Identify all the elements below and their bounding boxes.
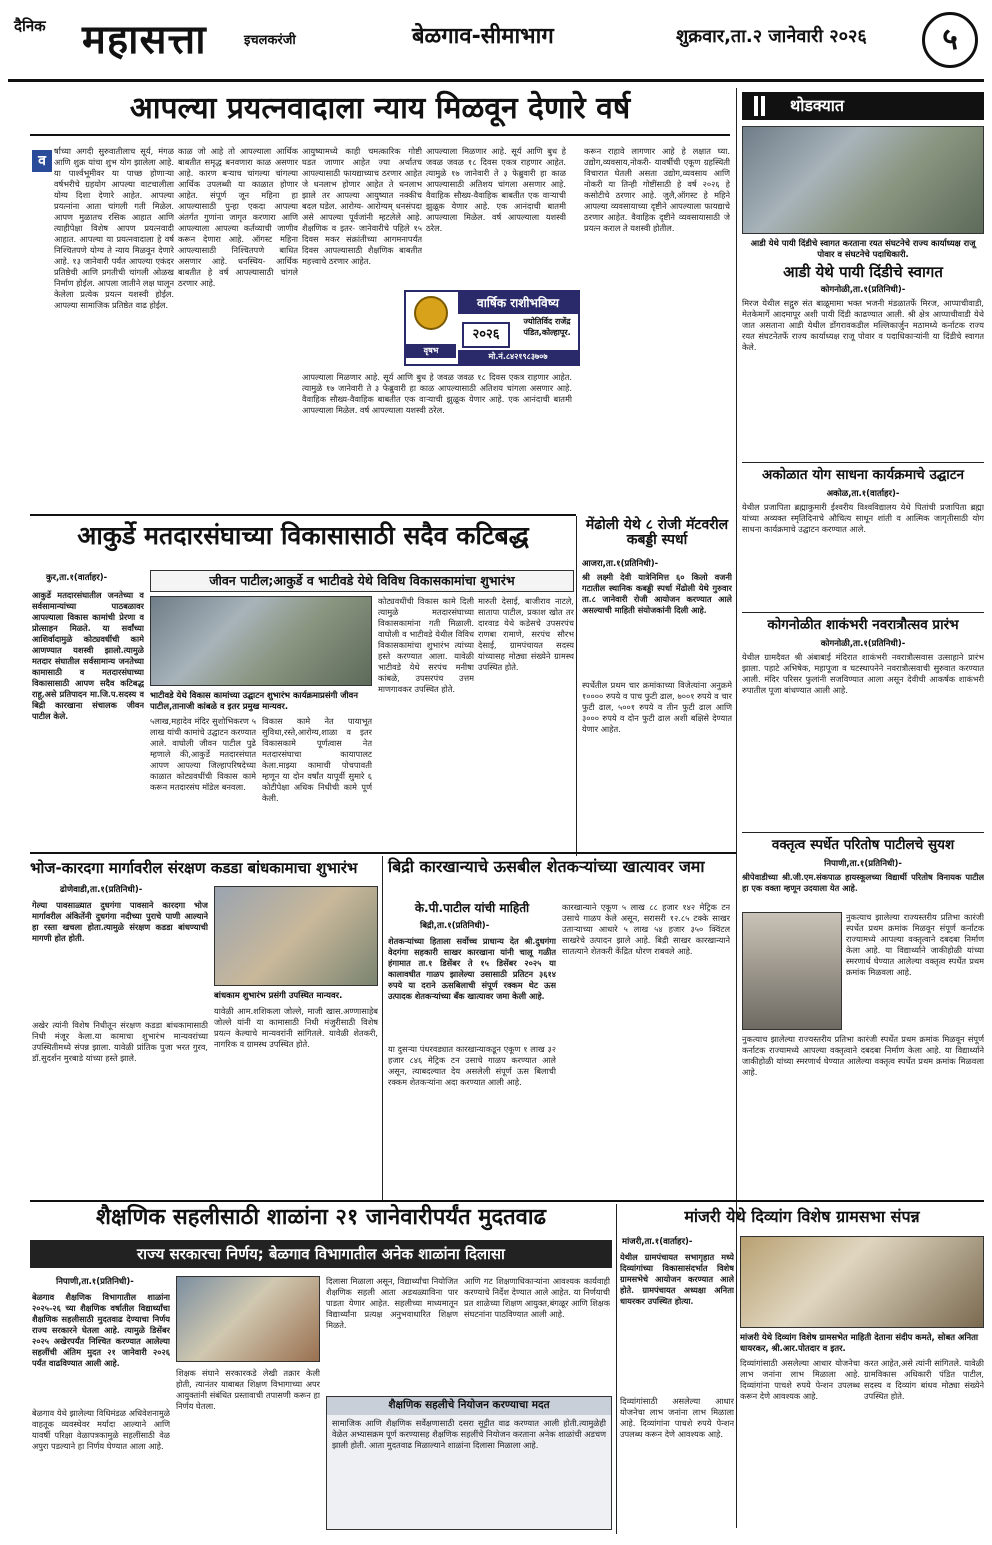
bhoj-body-2: यावेळी आम.शशिकला जोल्ले, माजी खास.अण्णासाहेब जोल्ले यांनी या कामासाठी निधी मंजुरीसाठी विशेष प्रयत्न केल्याचे मान्यवरांनी सांगितले. यावेळी शेतकरी, नागरिक व ग्रामस्थ उपस्थित होते.: [214, 1006, 378, 1049]
lead-col-5: करून राहावे लागणार आहे हे लक्षात घ्या. उद्योग,व्यवसाय,नोकरी- यावर्षीची एकूण ग्रहस्थिती विचारात घेतली असता उद्योग,व्यवसाय आणि नोकरी या तिन्ही गोष्टींसाठी हे वर्ष २०२६ हे कसोटीचे ठरणार आहे. जुलै,ऑगस्ट हे महिने आपल्या व्यवसायाच्या दृष्टीने आपल्याला फायद्याचे ठरणार आहेत. वैवाहिक दृष्टीने व्यवसायासाठी जे प्रयत्न कराल ते यशस्वी होतील.: [584, 146, 730, 233]
masthead-city: इचलकरंजी: [244, 33, 296, 48]
brief-lead-4: श्रीपेवाडीच्या श्री.जी.एम.संकपाळ हायस्कूलच्या विद्यार्थी परितोष विनायक पाटील हा एक वक्ता म्हणून उदयाला येत आहे.: [742, 872, 984, 893]
bhoj-lead: गेल्या पावसाळ्यात दुधगंगा पावसाने कारदगा भोज मार्गावरील अंकितेंनी दुधगंगा नदीच्या पुराचे पाणी आल्याने हा रस्ता खचला होता.त्यामुळे संरक्षण कडडा बांधण्याची मागणी होत होती.: [32, 900, 208, 943]
masthead: [8, 6, 984, 82]
page-number: ५: [922, 12, 978, 68]
akurde-headline: आकुर्डे मतदारसंघाच्या विकासासाठी सदैव कटिबद्ध: [77, 521, 529, 550]
lead-headline: आपल्या प्रयत्नवादाला न्याय मिळवून देणारे वर्ष: [129, 91, 631, 126]
bidri-body-1: या दुसऱ्या पंधरवड्यात कारखान्याकडून एकूण १ लाख ३२ हजार ८४६ मेट्रिक टन उसाचे गाळप करण्यात आले असून, त्याबदल्यात देय असलेली संपूर्ण ऊस बिलाची रक्कम शेतकऱ्यांना अदा करण्यात आली आहे.: [388, 1044, 556, 1087]
masthead-daily: दैनिक: [14, 17, 46, 35]
bidri-subheadline: के.पी.पाटील यांची माहिती: [414, 901, 530, 915]
brief-body-4b: नुकत्याच झालेल्या राज्यस्तरीय प्रतिभा कारंजी स्पर्धेत प्रथम क्रमांक मिळवून संपूर्ण कर्नाटक राज्यामध्ये आपल्या वक्तृत्वाने दबदबा निर्माण केला आहे. या विद्यार्थ्याने जाकीहोळी यांच्या स्मरणार्थ घेण्यात आलेल्या वक्तृत्व स्पर्धेत प्रथम क्रमांक मिळवला आहे.: [742, 1034, 984, 1077]
briefs-bars-icon: [754, 96, 774, 116]
bhoj-caption: बांधकाम शुभारंभ प्रसंगी उपस्थित मान्यवर.: [214, 990, 343, 1000]
briefs-header: थोडक्यात: [742, 92, 984, 120]
brief-headline-3: कोगनोळीत शाकंभरी नवरात्रौत्सव प्रारंभ: [767, 617, 959, 633]
horoscope-year: २०२६: [462, 322, 510, 348]
horoscope-box: [404, 290, 580, 366]
horoscope-author: ज्योतिर्विद राजेंद्र पंडित,कोल्हापूर.: [523, 317, 571, 337]
school-body-2: शिक्षक संघाने सरकारकडे लेखी तक्रार केली होती, त्यानंतर याबाबत शिक्षण विभागाच्या अपर आयुक्तांनी संबंधित प्रस्तावाची तपासणी करून हा निर्णय घेतला.: [176, 1368, 320, 1411]
school-box: [326, 1396, 612, 1530]
kabaddi-headline: मेंढोली येथे ८ रोजी मॅटवरील कबड्डी स्पर्धा: [585, 517, 729, 549]
lead-col-4: आपल्याला मिळणार आहे. सूर्य आणि बुध हे जवळ जवळ १८ दिवस एकत्र राहणार आहेत. त्यामुळे १७ जानेवारी ते ३ फेब्रुवारी हा काळ आपल्यासाठी अतिशय चांगला असणार आहे. वैवाहिक सौख्य-वैवाहिक बाबतीत एक वाऱ्याची झुळूक येणार आहे. एक आनंदाची बातमी आपल्याला मिळेल. वर्ष आपल्याला यशस्वी ठरेल.: [426, 146, 566, 233]
lead-col-2: काळ जो आहे तो आपल्याला आर्थिक बाबतीत समृद्ध बनवणारा काळ असणार आहे. कारण बऱ्याच चांगल्या चांगल्या आर्थिक उपलब्धी या काळात होणार आहेत. संपूर्ण जून महिना हा आपल्यासाठी पुन्हा एकदा आपल्या अंतर्गत गुणांना जागृत करणारा आणि आपल्याला आपल्या कर्तव्याची जाणीव करून देणारा आहे. ऑगस्ट महिना आपल्यासाठी निश्चितपणे बाधित असणार आहे. धनस्थिय- आर्थिक बाबतीत हे वर्ष आपल्यासाठी चांगले ठरणार आहे.: [178, 146, 298, 288]
brief-headline-2: अकोळात योग साधना कार्यक्रमाचे उद्घाटन: [761, 467, 964, 483]
school-dateline: निपाणी,ता.१(प्रतिनिधी)-: [56, 1277, 134, 1287]
akurde-body-1: ५लाख,महादेव मंदिर सुशोभिकरण ५ लाख यांची कामांचे उद्घाटन करण्यात आले. वाघोली जीवन पाटील पुढे म्हणाले की,आकुर्डे मतदारसंघात आपण आपल्या जिल्हापरिषदेच्या काळात कोट्यवधींची विकास कामे करून मतदारसंघ मॉडेल बनवला.: [150, 716, 256, 792]
manjari-body-3: दिव्यांगांसाठी असलेल्या आधार योजनेचा लाभ जनांना लाभ मिळाला आहे. दिव्यांगांना पाचशे रुपये पेन्शन उपलब्ध करून देणे आवश्यक आहे.: [620, 1396, 734, 1439]
brief-photo-4: [742, 912, 842, 1030]
brief-photo-1: [742, 126, 984, 234]
akurde-dateline: कुर,ता.१(वार्ताहर)-: [46, 573, 108, 583]
akurde-subheadline-box: [150, 570, 574, 592]
akurde-caption: भाटीवडे येथे विकास कामांच्या उद्घाटन शुभारंभ कार्यक्रमाप्रसंगी जीवन पाटील,तानाजी कांबळे व इतर प्रमुख मान्यवर.: [150, 690, 358, 711]
bidri-body-2: कारखान्याने एकूण ५ लाख ८८ हजार १४२ मेट्रिक टन उसाचे गाळप केले असून, सरासरी १२.८५ टक्के साखर उताऱ्याच्या आधारे ५ लाख ५४ हजार ३५० क्विंटल साखरेचे उत्पादन झाले आहे. बिद्री साखर कारखान्याने सातत्याने शेतकरी केंद्रित धोरण राबवले आहे.: [562, 902, 730, 956]
brief-body-4: नुकत्याच झालेल्या राज्यस्तरीय प्रतिभा कारंजी स्पर्धेत प्रथम क्रमांक मिळवून संपूर्ण कर्नाटक राज्यामध्ये आपल्या वक्तृत्वाने दबदबा निर्माण केला आहे. या विद्यार्थ्याने जाकीहोळी यांच्या स्मरणार्थ घेण्यात आलेल्या वक्तृत्व स्पर्धेत प्रथम क्रमांक मिळवला आहे.: [846, 912, 984, 977]
school-photo: [176, 1276, 320, 1362]
taurus-icon: [414, 296, 448, 330]
akurde-lead: आकुर्डे मतदारसंघातील जनतेच्या व सर्वसामान्यांच्या पाठबळावर आपल्याला विकास कामांची प्रेरणा व प्रोत्साहन मिळते. या सर्वांच्या आशिर्वादामुळे कोट्यवधींची कामे आणण्यात यशस्वी झालो.त्यामुळे मतदार संघातील सर्वसामान्य जनतेच्या कामासाठी व मतदारसंघाच्या विकासासाठी आपण सदैव कटिबद्ध राहू,असे प्रतिपादन मा.जि.प.सदस्य व बिद्री कारखाना संचालक जीवन पाटील केले.: [32, 590, 144, 721]
masthead-title: महासत्ता: [82, 17, 207, 63]
horoscope-sign: [406, 292, 456, 364]
lead-dropcap: व: [32, 150, 52, 172]
manjari-photo: [740, 1236, 984, 1328]
school-box-title: शैक्षणिक सहलीचे नियोजन करण्याचा मदत: [327, 1397, 611, 1415]
bhoj-dateline: ढोणेवाडी,ता.१(प्रतिनिधी)-: [60, 885, 143, 895]
bidri-headline: बिद्री कारखान्याचे ऊसबील शेतकऱ्यांच्या खात्यावर जमा: [388, 857, 705, 876]
brief-headline-4: वक्तृत्व स्पर्धेत परितोष पाटीलचे सुयश: [771, 837, 955, 853]
manjari-caption: मांजरी येथे दिव्यांग विशेष ग्रामसभेत माहिती देताना संदीप कमते, सोबत अनिता धायरकर, श्री.आर.पोतदार व इतर.: [740, 1332, 979, 1353]
bhoj-body-1: अखेर त्यांनी विशेष निधीतून संरक्षण कडडा बांधकामासाठी निधी मंजूर केला.या कामाचा शुभारंभ मान्यवरांच्या उपस्थितीमध्ये संपन्न झाला. यावेळी प्रांतिक पुजा भरत गुरव, डॉ.सुदर्शन मुरबाडे यांच्या हस्ते झाले.: [32, 1020, 208, 1063]
horoscope-mobile: मो.नं.८४२१९८३७०७: [458, 350, 578, 364]
bidri-lead: शेतकऱ्यांच्या हिताला सर्वोच्च प्राधान्य देत श्री.दुधगंगा वेदगंगा सहकारी साखर कारखाना यांनी चालू गळीत हंगामात ता.१ डिसेंबर ते १५ डिसेंबर २०२५ या कालावधीत गाळप झालेल्या उसासाठी प्रतिटन ३६१४ रुपये या दराने ऊसबिलाची संपूर्ण रक्कम थेट ऊस उत्पादक शेतकऱ्यांच्या बँक खात्यावर जमा केली आहे.: [388, 936, 556, 1001]
school-headline: शैक्षणिक सहलीसाठी शाळांना २१ जानेवारीपर्यंत मुदतवाढ: [96, 1205, 546, 1230]
horoscope-title: वार्षिक राशीभविष्य: [458, 292, 578, 314]
school-box-body: सामाजिक आणि शैक्षणिक सर्वेक्षणासाठी दसरा सुट्टीत वाढ करण्यात आली होती.त्यामुळेही वेळेत अभ्यासक्रम पूर्ण करण्यासह शैक्षणिक सहलींचे नियोजन करताना अनेक शाळांची अडचण झाली होती. आता मुदतवाढ मिळाल्याने शाळांना दिलासा मिळाला आहे.: [332, 1417, 606, 1450]
kabaddi-body: स्पर्धेतील प्रथम चार क्रमांकाच्या विजेत्यांना अनुक्रमे १०००० रुपये व पाच फुटी ढाल, ७००१ रुपये व चार फुटी ढाल, ५००१ रुपये व तीन फुटी ढाल आणि ३००० रुपये व दोन फुटी ढाल अशी बक्षिसे देण्यात येणार आहेत.: [582, 680, 732, 734]
lead-col-3b: आपल्याला मिळणार आहे. सूर्य आणि बुध हे जवळ जवळ १८ दिवस एकत्र राहणार आहेत. त्यामुळे १७ जानेवारी ते ३ फेब्रुवारी हा काळ आपल्यासाठी अतिशय चांगला असणार आहे. वैवाहिक सौख्य-वैवाहिक बाबतीत एक वाऱ्याची झुळूक येणार आहे. एक आनंदाची बातमी आपल्याला मिळेल. वर्ष आपल्याला यशस्वी ठरेल.: [302, 372, 572, 415]
manjari-body-1: दिव्यांगांसाठी असलेल्या आधार योजनेचा लाभ जनांना लाभ मिळाला आहे. दिव्यांगांना पाचशे रुपये पेन्शन उपलब्ध करून देणे आवश्यक आहे.: [740, 1358, 860, 1401]
brief-body-3: येथील ग्रामदैवत श्री अंबाबाई मंदिरात शाकंभरी नवरात्रौत्सवास उत्साहाने प्रारंभ झाला. पहाटे अभिषेक, महापूजा व घटस्थापनेने नवरात्रौत्सवाची सुरुवात करण्यात आली. मंदिर परिसर फुलांनी सजविण्यात आला असून देवीची आकर्षक शाकंभरी रुपातील पूजा बांधण्यात आली आहे.: [742, 652, 984, 695]
school-body-3: दिलासा मिळाला असून, विद्यार्थ्यांचा नियोजित शैक्षणिक सहली आता अडथळ्याविना पार पाडता येणार आहेत. सहलीच्या माध्यमातून विद्यार्थ्यांना प्रत्यक्ष अनुभवाधारित शिक्षण मिळते.: [326, 1276, 458, 1330]
akurde-body-2: विकास कामे नेत पायाभूत सुविधा,रस्ते,आरोग्य,शाळा व इतर विकासकामे पूर्णत्वास नेत मतदारसंघाचा कायापालट केला.माझ्या कामाची पोचपावती म्हणून या दोन वर्षांत यापूर्वी सुमारे ६ कोटीपेक्षा अधिक निधीची कामे पूर्ण केली.: [262, 716, 372, 803]
bhoj-headline: भोज-कारदगा मार्गावरील संरक्षण कडडा बांधकामाचा शुभारंभ: [30, 859, 358, 877]
lead-col-3: आयुष्यामध्ये काही चमत्कारिक गोष्टी घडत जाणार आहेत ज्या अर्थातच आपल्यासाठी फायद्याच्याच ठरणार आहेत जे धनलाभ होणार आहेत ते धनलाभ झाले तर आपल्या आयुष्यात नक्कीच बदल घडेल. आरोग्य- आरोग्यम् धनसंपदा असे आपल्या पूर्वजांनी म्हटलेले आहे. शैक्षणिक व इतर- जानेवारीचे पहिले १५ दिवस मकर संक्रांतीच्या आगमनापर्यंत दिवस आपल्यासाठी शैक्षणिक बाबतीत महत्त्वाचे ठरणार आहेत.: [302, 146, 422, 266]
brief-body-2: येथील प्रजापिता ब्रह्माकुमारी ईश्वरीय विश्वविद्यालय येथे पितांची प्रजापिता ब्रह्मा यांच्या अव्यक्त स्मृतिदिनाचे औचित्य साधून शांती व आत्मिक जागृतीसाठी योग साधना कार्यक्रमाचे उद्घाटन करण्यात आले.: [742, 502, 984, 534]
akurde-subheadline: जीवन पाटील;आकुर्डे व भाटीवडे येथे विविध विकासकामांचा शुभारंभ: [209, 573, 515, 588]
lead-col-1: र्षाच्या अगदी सुरुवातीलाच सूर्य, मंगळ आणि शुक्र यांचा शुभ योग झालेला आहे. या पार्श्वभूमीवर या पाच्छ होणाऱ्या वर्षभरीचे ग्रहयोग आपल्या वाटचालीला योग्य दिशा देणारे आहेत. आपल्या प्रयत्नांना आता चांगली गती मिळेल. आपण मुळातच रसिक आहात आणि त्याहीपेक्षा विशेष आपण प्रयत्नवादी आहात. आपल्या या प्रयत्नवादाला हे वर्ष निश्चितपणे योग्य ते न्याय मिळवून देणारे आहे. १३ जानेवारी पर्यंत आपल्या एकंदर प्रतिष्ठेची आणि प्रगतीची चांगली ओळख निर्माण होईल. आपला जातीने लक्ष घालून केलेला प्रत्येक प्रयत्न यशस्वी होईल. आपल्या सामाजिक प्रतिष्ठेत वाढ होईल.: [54, 146, 174, 310]
school-subheadline: राज्य सरकारचा निर्णय; बेळगाव विभागातील अनेक शाळांना दिलासा: [30, 1240, 612, 1268]
akurde-body-4: मारुती देसाई, बाजीराव नाटले, सातापा पाटील, प्रकाश खोत तर दारवाड येथे कडेसचे उपसरपंच राणबा रामाणे, सरपंच सौरभ देसाई, ग्रामपंचायत सदस्य यांच्यासह मोठ्या संख्येने ग्रामस्थ उपस्थित होते.: [478, 596, 574, 672]
manjari-dateline: मांजरी,ता.१(वार्ताहर)-: [622, 1237, 693, 1247]
brief-body-1: मिरज येथील सद्गुरु संत बाळूमामा भक्त भजनी मंडळातर्फे मिरज, आप्पाचीवाडी, मेतकेमार्गे आदमापूर अशी पायी दिंडी काढण्यात आली. श्री क्षेत्र आप्पाचीवाडी येथे जात असताना आडी येथील डोंगरावकडील मल्लिकार्जुन मठामध्ये कर्नाटक राज्य रयत संघटनेतर्फे राज्य कार्याध्यक्ष राजू पोवार व पदाधिकाऱ्यांनी या दिंडीचे स्वागत केले.: [742, 298, 984, 352]
issue-date: शुक्रवार,ता.२ जानेवारी २०२६: [676, 26, 867, 47]
manjari-body-2: करत आहेत,असे त्यांनी सांगितले. यावेळी ग्रामविकास अधिकारी पंडित पाटील, सदस्य व दिव्यांग बांधव मोठ्या संख्येने उपस्थित होते.: [864, 1358, 984, 1401]
school-body-4: आणि गट शिक्षणाधिकाऱ्यांना आवश्यक कार्यवाही करण्याचे निर्देश देण्यात आले आहेत. या निर्णयाची प्रत शाळेच्या शिक्षण आयुक्त,बंगळूर आणि शिक्षक संघटनांना पाठविण्यात आली आहे.: [464, 1276, 610, 1319]
brief-dateline-3: कोगनोळी,ता.१(प्रतिनिधी)-: [820, 639, 906, 649]
brief-dateline-1: कोगनोळी,ता.१(प्रतिनिधी)-: [820, 285, 906, 295]
section-title: बेळगाव-सीमाभाग: [412, 24, 554, 49]
akurde-body-3: कोट्यवधींची विकास कामे दिली त्यामुळे मतदारसंघाच्या विकासकामांना गती मिळाली. वाघोली व भाटीवडे येथील विविध विकासकामांचा शुभारंभ त्यांच्या हस्ते करण्यात आला. यावेळी भाटीवडे येथे सरपंच मनीषा कांबळे, उपसरपंच उत्तम माणगावकर उपस्थित होते.: [378, 596, 474, 694]
kabaddi-lead: श्री लक्ष्मी देवी यात्रेनिमित्त ६० किलो वजनी गटातील स्थानिक कबड्डी स्पर्धा मेंढोली येथे गुरुवार ता.८ जानेवारी रोजी आयोजन करण्यात आले असल्याची माहिती संयोजकांनी दिली आहे.: [582, 572, 732, 615]
kabaddi-dateline: आजरा,ता.१(प्रतिनिधी)-: [582, 559, 659, 569]
brief-caption-1: आडी येथे पायी दिंडीचे स्वागत करताना रयत संघटनेचे राज्य कार्याध्यक्ष राजू पोवार व संघटनेचे पदाधिकारी.: [750, 238, 976, 259]
brief-dateline-2: अकोळ,ता.१(वार्ताहर)-: [826, 489, 900, 499]
bhoj-photo: [214, 886, 378, 986]
brief-headline-1: आडी येथे पायी दिंडीचे स्वागत: [783, 263, 943, 281]
brief-dateline-4: निपाणी,ता.१(प्रतिनिधी)-: [824, 859, 902, 869]
bidri-dateline: बिद्री,ता.१(प्रतिनिधी)-: [420, 921, 490, 931]
manjari-lead: येथील ग्रामपंचायत सभागृहात मध्ये दिव्यांगांच्या विकासासंदर्भात विशेष ग्रामसभेचे आयोजन करण्यात आले होते. ग्रामपंचायत अध्यक्षा अनिता धायरकर उपस्थित होत्या.: [620, 1252, 734, 1306]
school-lead: बेळगाव शैक्षणिक विभागातील शाळांना २०२५-२६ च्या शैक्षणिक वर्षातील विद्यार्थ्यांचा शैक्षणिक सहलीसाठी मुदतवाढ देण्याचा निर्णय राज्य सरकारने घेतला आहे. त्यामुळे डिसेंबर २०२५ अखेरपर्यंत निश्चित करण्यात आलेल्या सहलींची अंतिम मुदत २१ जानेवारी २०२६ पर्यंत वाढविण्यात आली आहे.: [32, 1292, 170, 1368]
horoscope-sign-name: वृषभ: [406, 344, 456, 358]
school-body-1: बेळगाव येथे झालेल्या विधिमंडळ अधिवेशनामुळे वाहतूक व्यवस्थेवर मर्यादा आल्याने आणि यावर्षी परिक्षा वेळापत्रकामुळे सहलींसाठी वेळ अपुरा पडल्याने हा निर्णय घेण्यात आला आहे.: [32, 1408, 170, 1451]
manjari-headline: मांजरी येथे दिव्यांग विशेष ग्रामसभा संपन्न: [684, 1207, 920, 1226]
akurde-photo: [150, 596, 372, 686]
masthead-brand: [8, 10, 388, 74]
